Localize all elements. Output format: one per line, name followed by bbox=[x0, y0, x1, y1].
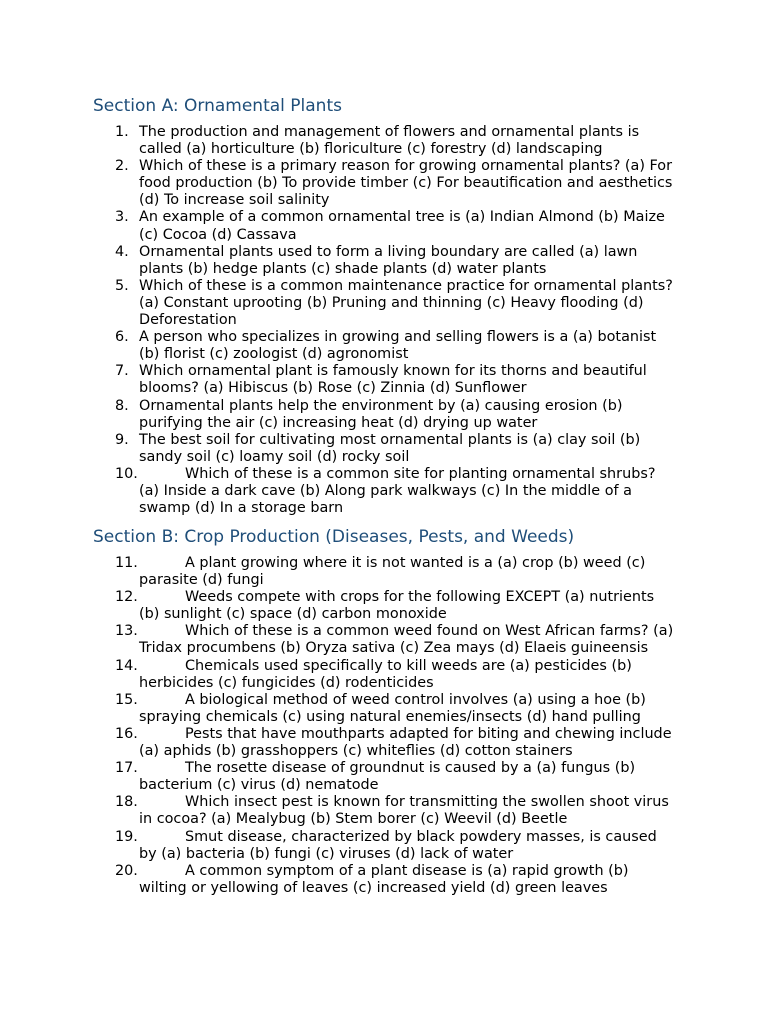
question-text: The best soil for cultivating most ornamental plants is (a) clay soil (b) sandy soil (c) loamy soil (d) rocky soil bbox=[139, 431, 641, 465]
question-number: 2. bbox=[115, 158, 129, 175]
question-text: Which of these is a common site for planting ornamental shrubs? (a) Inside a dark cave (b) Along park walkways (c) In the middle of a swamp (d) In a storage barn bbox=[139, 465, 656, 517]
question-item bbox=[0, 278, 768, 329]
question-number: 3. bbox=[115, 209, 129, 226]
section-b-question-list bbox=[0, 555, 768, 897]
question-text: Which of these is a common maintenance practice for ornamental plants? (a) Constant uprooting (b) Pruning and thinning (c) Heavy flooding (d) Deforestation bbox=[139, 277, 673, 329]
question-text: A biological method of weed control involves (a) using a hoe (b) spraying chemicals (c) using natural enemies/insects (d) hand pulling bbox=[139, 691, 646, 725]
question-text: A common symptom of a plant disease is (a) rapid growth (b) wilting or yellowing of leaves (c) increased yield (d) green leaves bbox=[139, 862, 629, 896]
question-text: Smut disease, characterized by black powdery masses, is caused by (a) bacteria (b) fungi (c) viruses (d) lack of water bbox=[139, 828, 657, 862]
question-text: Which insect pest is known for transmitting the swollen shoot virus in cocoa? (a) Mealybug (b) Stem borer (c) Weevil (d) Beetle bbox=[139, 794, 669, 828]
question-item bbox=[0, 124, 768, 158]
question-item bbox=[0, 244, 768, 278]
question-number: 11. bbox=[115, 555, 138, 571]
question-item bbox=[0, 329, 768, 363]
question-number: 15. bbox=[115, 691, 138, 708]
question-text: Ornamental plants used to form a living boundary are called (a) lawn plants (b) hedge plants (c) shade plants (d) water plants bbox=[139, 243, 638, 277]
question-item bbox=[0, 863, 768, 897]
question-item bbox=[0, 623, 768, 657]
question-item bbox=[0, 760, 768, 794]
question-item bbox=[0, 829, 768, 863]
question-text: Which of these is a common weed found on West African farms? (a) Tridax procumbens (b) Oryza sativa (c) Zea mays (d) Elaeis guineensis bbox=[139, 623, 674, 657]
question-text: Ornamental plants help the environment by (a) causing erosion (b) purifying the air (c) increasing heat (d) drying up water bbox=[139, 397, 623, 431]
question-item bbox=[0, 398, 768, 432]
question-number: 6. bbox=[115, 329, 129, 346]
question-text: The production and management of flowers and ornamental plants is called (a) horticulture (b) floriculture (c) forestry (d) landscaping bbox=[139, 124, 640, 158]
question-item bbox=[0, 726, 768, 760]
section-a-question-list bbox=[0, 124, 768, 517]
question-item bbox=[0, 589, 768, 623]
question-text: Which of these is a primary reason for growing ornamental plants? (a) For food production (b) To provide timber (c) For beautification and aesthetics (d) To increase soil salinity bbox=[139, 158, 673, 209]
question-number: 5. bbox=[115, 277, 129, 294]
question-number: 4. bbox=[115, 243, 129, 260]
question-number: 19. bbox=[115, 828, 138, 845]
question-number: 10. bbox=[115, 465, 138, 482]
question-text: Which ornamental plant is famously known for its thorns and beautiful blooms? (a) Hibiscus (b) Rose (c) Zinnia (d) Sunflower bbox=[139, 363, 647, 397]
question-text: A person who specializes in growing and selling flowers is a (a) botanist (b) florist (c) zoologist (d) agronomist bbox=[139, 329, 657, 363]
question-item bbox=[0, 658, 768, 692]
question-number: 16. bbox=[115, 725, 138, 742]
question-item bbox=[0, 158, 768, 209]
question-number: 7. bbox=[115, 363, 129, 380]
question-text: Weeds compete with crops for the following EXCEPT (a) nutrients (b) sunlight (c) space (d) carbon monoxide bbox=[139, 589, 655, 623]
question-text: An example of a common ornamental tree is (a) Indian Almond (b) Maize (c) Cocoa (d) Cassava bbox=[139, 209, 665, 243]
question-number: 9. bbox=[115, 431, 129, 448]
section-a-heading: Section A: Ornamental Plants bbox=[93, 96, 342, 116]
question-item bbox=[0, 209, 768, 243]
question-number: 14. bbox=[115, 657, 138, 674]
question-number: 13. bbox=[115, 623, 138, 640]
question-number: 20. bbox=[115, 862, 138, 879]
question-item bbox=[0, 466, 768, 517]
question-item bbox=[0, 363, 768, 397]
question-number: 12. bbox=[115, 589, 138, 606]
question-text: The rosette disease of groundnut is caused by a (a) fungus (b) bacterium (c) virus (d) nematode bbox=[139, 760, 636, 794]
question-text: A plant growing where it is not wanted is a (a) crop (b) weed (c) parasite (d) fungi bbox=[139, 555, 646, 589]
question-item bbox=[0, 432, 768, 466]
question-item bbox=[0, 794, 768, 828]
question-number: 17. bbox=[115, 760, 138, 777]
question-number: 1. bbox=[115, 124, 129, 140]
question-text: Pests that have mouthparts adapted for biting and chewing include (a) aphids (b) grasshoppers (c) whiteflies (d) cotton stainers bbox=[139, 725, 672, 760]
question-number: 18. bbox=[115, 794, 138, 811]
question-number: 8. bbox=[115, 397, 129, 414]
question-item bbox=[0, 555, 768, 589]
section-b-heading: Section B: Crop Production (Diseases, Pests, and Weeds) bbox=[93, 527, 575, 547]
question-item bbox=[0, 692, 768, 726]
question-text: Chemicals used specifically to kill weeds are (a) pesticides (b) herbicides (c) fungicides (d) rodenticides bbox=[139, 657, 632, 691]
